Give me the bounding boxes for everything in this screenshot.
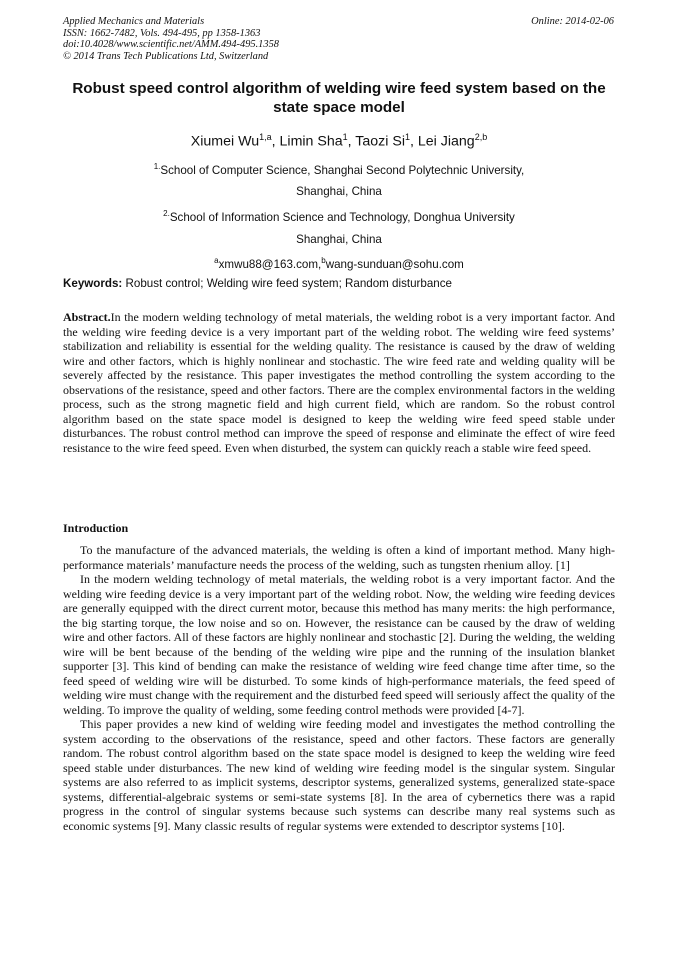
author-list [60, 128, 618, 151]
keywords-text: Robust control; Welding wire feed system; Random disturbance [122, 277, 453, 290]
keywords-label: Keywords: [63, 277, 123, 290]
affiliation-2-city: Shanghai, China [296, 232, 382, 246]
paragraph: To the manufacture of the advanced materials, the welding is often a kind of important method. Many high-performance materials’ manufacture needs the process of the welding, such as tungsten rhenium alloy. [1] [63, 543, 615, 572]
abstract [63, 310, 615, 455]
author-affiliation-mark: 1 [342, 132, 348, 142]
author-separator: , [271, 133, 280, 150]
affiliation-mark: 1. [153, 162, 161, 171]
copyright-line: © 2014 Trans Tech Publications Ltd, Switzerland [63, 50, 269, 62]
author-affiliation-mark: 2,b [474, 132, 488, 142]
author-name: Limin Sha [279, 133, 343, 150]
affiliation-1 [60, 156, 618, 181]
email-mark: b [321, 256, 326, 266]
email-mark: a [214, 256, 219, 266]
introduction-body [63, 543, 615, 833]
affiliation-text: School of Computer Science, Shanghai Second Polytechnic University, [160, 163, 525, 177]
author-affiliation-mark: 1 [404, 132, 410, 142]
affiliation-text: School of Information Science and Technology, Donghua University [169, 210, 515, 224]
paragraph: In the modern welding technology of metal materials, the welding robot is a very important factor. And the welding wire feeding device is a very important part of the welding robot. Now, the welding wire feeding devices are generally equipped with the direct current motor, because this method has many merits: the high performance, the big starting torque, the low noise and so on. However, the resistance can be caused by the draw of welding wire and other factors. All of these factors are highly nonlinear and stochastic [2]. During the welding, the welding wire will be bent because of the bending of the welding wire pipe and the running of the insulation blanket supporter [3]. This kind of bending can make the resistance of welding wire feed change time after time, so the feed speed of welding wire will be disturbed. To some kinds of high-performance materials, the feed speed of welding wire must change with the requirement and the disturbed feed speed will seriously affect the quality of the welding. To improve the quality of welding, some feeding control methods were provided [4-7]. [63, 572, 615, 717]
author-name: Lei Jiang [417, 133, 475, 150]
affiliation-1-city: Shanghai, China [296, 185, 382, 199]
affiliations [60, 156, 618, 276]
author-name: Taozi Si [355, 133, 405, 150]
journal-header [63, 16, 279, 62]
online-date: Online: 2014-02-06 [531, 16, 614, 27]
paragraph: This paper provides a new kind of welding wire feeding model and investigates the method controlling the system according to the observations of the resistance, speed and other factors. These factors are generally random. The robust control algorithm based on the state space model is designed to keep the welding wire feed speed stable under disturbances. The new kind of welding wire feeding model is the singular system. Singular systems are also referred to as implicit systems, descriptor systems, generalized systems, generalized state-space systems, differential-algebraic systems or semi-state systems [8]. In the area of cybernetics there was a rapid progress in the control of singular systems because such systems can describe many real systems such as economic systems [9]. Many classic results of regular systems were extended to descriptor systems [10]. [63, 717, 615, 833]
doi-link[interactable]: doi:10.4028/www.scientific.net/AMM.494-495.1358 [63, 39, 279, 51]
issn-line: ISSN: 1662-7482, Vols. 494-495, pp 1358-1363 [63, 27, 261, 39]
author-name: Xiumei Wu [190, 133, 260, 150]
keywords [63, 277, 615, 291]
abstract-label: Abstract. [63, 310, 111, 324]
paper-title: Robust speed control algorithm of welding wire feed system based on the state space model [72, 80, 606, 116]
author-separator: , [410, 133, 418, 150]
email-line [60, 250, 618, 275]
affiliation-mark: 2. [163, 209, 170, 219]
email-address[interactable]: xmwu88@163.com, [218, 257, 322, 271]
author-separator: , [347, 133, 356, 150]
section-heading: Introduction [63, 521, 129, 535]
email-address[interactable]: wang-sunduan@sohu.com [325, 257, 464, 271]
journal-name: Applied Mechanics and Materials [63, 16, 205, 27]
affiliation-2 [60, 203, 618, 228]
author-affiliation-mark: 1,a [259, 132, 272, 142]
abstract-text: In the modern welding technology of metal materials, the welding robot is a very important factor. And the welding wire feeding device is a very important part of the welding robot. The welding wire feed systems’ stabilization and reliability is essential for the welding quality. The resistance is caused by the draw of welding wire and other factors, which is highly nonlinear and stochastic. The wire feed rate and welding quality will be severely affected by the resistance. This paper investigates the method controlling the system according to the observations of the resistance, speed and other factors. There are the complex environmental factors in the welding process, such as the strong magnetic field and high current field, which are random. So the robust control algorithm based on the state space model is designed to keep the welding wire feed speed stable under disturbances. The robust control method can improve the speed of response and eliminate the effect of wire feed resistance to the wire feed speed. Even when disturbed, the system can quickly reach a stable wire feed speed. [63, 310, 615, 455]
